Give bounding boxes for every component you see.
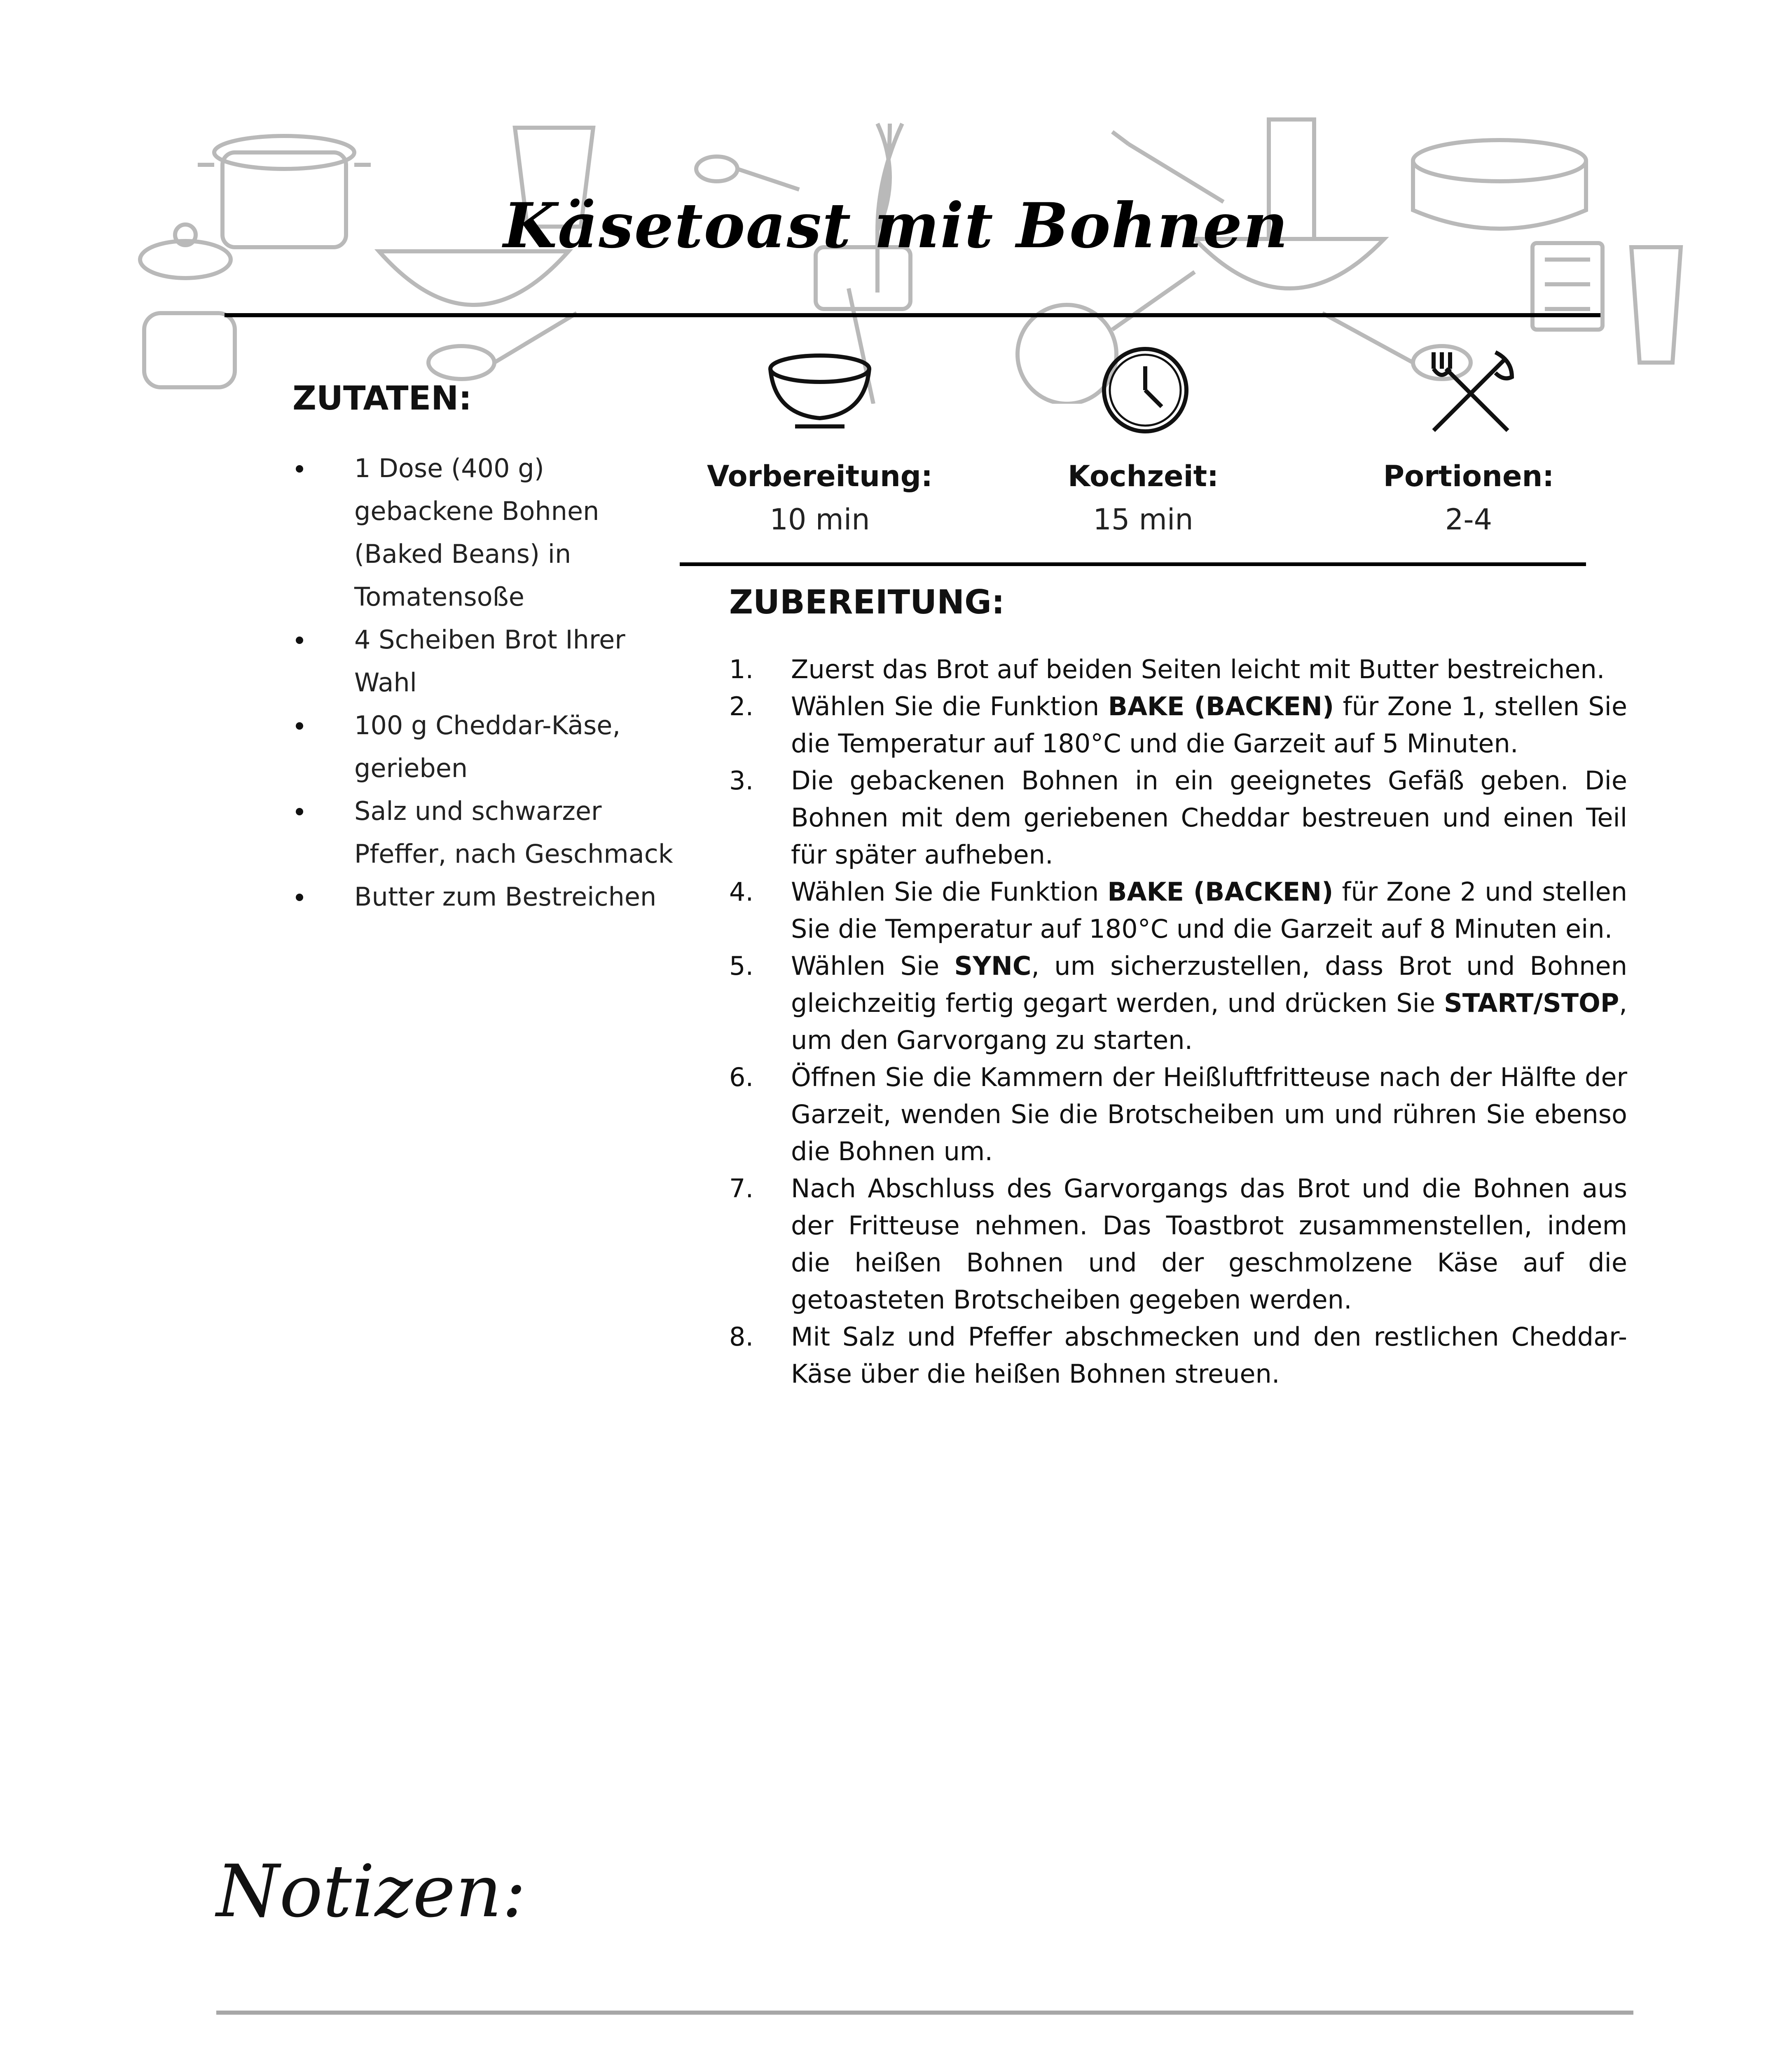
bowl-icon [766, 344, 873, 435]
servings-label: Portionen: [1383, 459, 1554, 493]
step-text: Zuerst das Brot auf beiden Seiten leicht mit Butter bestreichen. [791, 654, 1605, 684]
ladle-icon [428, 313, 577, 379]
step-keyword: START/STOP [1444, 988, 1619, 1018]
step-number: 6. [729, 1062, 754, 1092]
step-text: Wählen Sie die Funktion [791, 877, 1108, 907]
list-item [729, 651, 1627, 688]
prep-time-label: Vorbereitung: [707, 459, 933, 493]
list-item: 4 Scheiben Brot Ihrer Wahl [292, 618, 688, 704]
step-number: 7. [729, 1173, 754, 1203]
list-item [729, 762, 1627, 873]
step-number: 3. [729, 765, 754, 796]
grater-icon [1631, 247, 1681, 363]
step-keyword: BAKE (BACKEN) [1107, 877, 1333, 907]
list-item: 100 g Cheddar-Käse, gerieben [292, 704, 688, 790]
step-text: Nach Abschluss des Garvorgangs das Brot und die Bohnen aus der Fritteuse nehmen. Das Toastbrot zusammenstellen, indem die heißen Bohnen und der geschmolzene Käse auf die getoasteten Brotscheiben gegeben werden. [791, 1173, 1627, 1315]
list-item: Butter zum Bestreichen [292, 876, 688, 918]
method-heading: ZUBEREITUNG: [729, 583, 1005, 621]
servings-value: 2-4 [1445, 503, 1493, 536]
step-text: , um sicherzustellen, dass Brot und Bohnen gleichzeitig fertig gegart werden, und drücken Sie [791, 951, 1627, 1018]
step-text: Öffnen Sie die Kammern der Heißluftfritteuse nach der Hälfte der Garzeit, wenden Sie die Brotscheiben um und rühren Sie ebenso die Bohnen um. [791, 1062, 1627, 1166]
small-pot-icon [144, 313, 235, 387]
method-steps [729, 651, 1627, 1393]
step-text: Mit Salz und Pfeffer abschmecken und den restlichen Cheddar-Käse über die heißen Bohnen streuen. [791, 1322, 1627, 1389]
step-text: für Zone 2 und stellen Sie die Temperatur auf 180°C und die Garzeit auf 8 Minuten ein. [791, 877, 1627, 944]
notes-line [216, 2011, 1633, 2015]
step-number: 5. [729, 951, 754, 981]
list-item [729, 688, 1627, 762]
clock-icon [1092, 344, 1199, 435]
title-divider [225, 313, 1600, 317]
notes-heading: Notizen: [216, 1850, 526, 1934]
fork-knife-icon [1417, 344, 1524, 435]
step-text: für Zone 1, stellen Sie die Temperatur auf 180°C und die Garzeit auf 5 Minuten. [791, 691, 1628, 758]
list-item: 1 Dose (400 g) gebackene Bohnen (Baked Beans) in Tomatensoße [292, 447, 688, 618]
step-text: Die gebackenen Bohnen in ein geeignetes Gefäß geben. Die Bohnen mit dem geriebenen Cheddar bestreuen und einen Teil für später aufheben. [791, 765, 1627, 870]
spoon-icon [696, 157, 799, 190]
list-item [729, 1059, 1627, 1170]
prep-time-value: 10 min [770, 503, 870, 536]
step-number: 2. [729, 691, 754, 721]
list-item [729, 1318, 1627, 1393]
list-item: Salz und schwarzer Pfeffer, nach Geschmack [292, 790, 688, 876]
cook-time-value: 15 min [1093, 503, 1193, 536]
step-number: 1. [729, 654, 754, 684]
recipe-title: Käsetoast mit Bohnen [503, 190, 1289, 262]
step-text: Wählen Sie die Funktion [791, 691, 1108, 721]
ingredients-heading: ZUTATEN: [292, 379, 472, 417]
list-item [729, 1170, 1627, 1318]
step-number: 4. [729, 877, 754, 907]
step-keyword: BAKE (BACKEN) [1108, 691, 1334, 721]
list-item [729, 873, 1627, 948]
step-text: , um den Garvorgang zu starten. [791, 988, 1627, 1055]
step-number: 8. [729, 1322, 754, 1352]
step-keyword: SYNC [954, 951, 1032, 981]
list-item [729, 948, 1627, 1059]
cook-time-label: Kochzeit: [1067, 459, 1219, 493]
stats-divider [680, 562, 1586, 566]
step-text: Wählen Sie [791, 951, 954, 981]
ingredients-list [292, 447, 688, 918]
